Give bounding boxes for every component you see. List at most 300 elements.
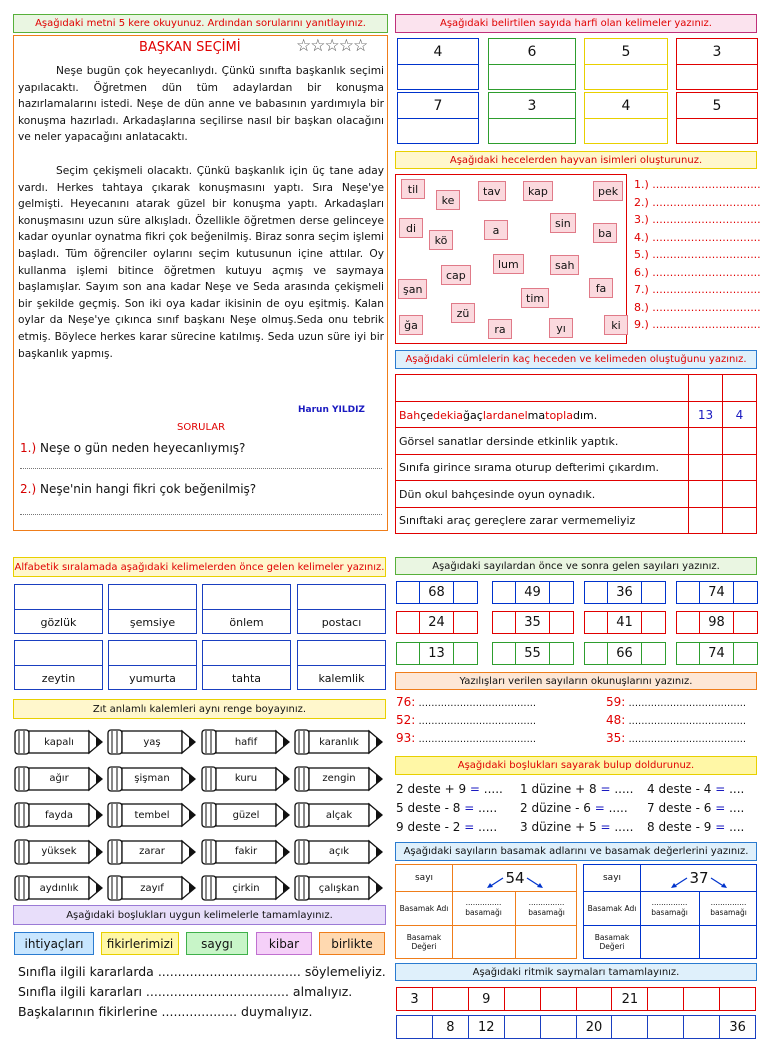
digit-label: basamağı <box>710 908 747 917</box>
letter-count-box <box>676 92 758 144</box>
letter-count-box <box>584 92 668 144</box>
label-digit-value: Basamak Değeri <box>406 932 442 951</box>
rhythm-cell: 20 <box>577 1016 613 1038</box>
alpha-box <box>297 640 386 690</box>
pencil[interactable] <box>14 802 103 828</box>
before-field[interactable] <box>677 643 700 664</box>
dots: ..................................... <box>625 734 747 745</box>
rhythm-cell[interactable] <box>505 1016 541 1038</box>
rhythm-cell: 3 <box>397 988 433 1010</box>
syllable-card[interactable]: lum <box>493 254 524 274</box>
word-answer-field[interactable] <box>398 119 478 144</box>
pencil[interactable] <box>294 839 383 865</box>
rhythm-cell[interactable] <box>505 988 541 1010</box>
before-field[interactable] <box>397 612 420 633</box>
equals-sign: = <box>600 820 611 834</box>
equation-blank: ..... <box>474 801 498 815</box>
sentence-text: Görsel sanatlar dersinde etkinlik yaptık. <box>399 435 619 449</box>
after-field[interactable] <box>550 612 573 633</box>
pencil-word: kuru <box>234 773 258 784</box>
alpha-answer-field[interactable] <box>298 641 385 666</box>
syllable-count-cell[interactable]: 13 <box>688 402 722 428</box>
number-label: 48: <box>606 713 626 727</box>
rhythm-cell[interactable] <box>684 1016 720 1038</box>
digit-value-field[interactable] <box>515 925 578 958</box>
counting-equation[interactable] <box>647 820 744 834</box>
neighbor-group <box>396 581 478 604</box>
letter-count-number: 7 <box>398 93 478 119</box>
word-bank-chip[interactable]: birlikte <box>319 932 385 955</box>
pencil[interactable] <box>294 875 383 901</box>
alpha-word: zeytin <box>41 671 76 685</box>
pencil-word: çirkin <box>232 882 260 894</box>
animal-answer-line[interactable]: 6.) ............................... <box>634 265 761 279</box>
syllable-card[interactable]: di <box>399 218 423 238</box>
neighbor-group <box>396 642 478 665</box>
fill-sentence[interactable]: Sınıfla ilgili kararları .................................... almalıyız. <box>18 984 353 999</box>
digit-value-field[interactable] <box>640 925 699 958</box>
neighbor-number: 49 <box>516 582 549 603</box>
label-digit-name: Basamak Adı <box>399 903 449 913</box>
pencil-word: şişman <box>134 773 170 784</box>
pencil[interactable] <box>201 729 290 755</box>
word-answer-field[interactable] <box>677 65 757 90</box>
pencil-word: güzel <box>232 809 260 821</box>
rhythm-cell[interactable] <box>541 988 577 1010</box>
letter-count-box <box>676 38 758 90</box>
after-field[interactable] <box>454 643 477 664</box>
pencil[interactable] <box>294 802 383 828</box>
animal-answer-line[interactable]: 7.) ............................... <box>634 283 761 296</box>
neighbor-group <box>676 642 758 665</box>
example-syllable: dan <box>497 408 518 422</box>
fill-sentence[interactable]: Başkalarının fikirlerine ................... duymalıyız. <box>18 1004 313 1019</box>
dots: ..................................... <box>625 698 747 709</box>
rhythm-cell[interactable] <box>612 1016 648 1038</box>
rhythm-cell[interactable] <box>397 1016 433 1038</box>
rating-stars[interactable]: ☆☆☆☆☆ <box>296 36 368 56</box>
pencil[interactable] <box>14 729 103 755</box>
digit-label: basamağı <box>651 908 688 917</box>
equation-blank: .... <box>725 801 745 815</box>
equals-sign: = <box>464 801 475 815</box>
word-bank-chip[interactable]: fikirlerimizi <box>101 932 179 955</box>
example-syllable: çe <box>420 408 434 422</box>
alpha-box <box>202 640 291 690</box>
rhythm-cell[interactable] <box>684 988 720 1010</box>
letter-count-number: 4 <box>398 39 478 65</box>
alpha-word: yumurta <box>129 671 176 685</box>
alpha-answer-field[interactable] <box>15 641 102 666</box>
word-answer-field[interactable] <box>489 119 575 144</box>
dots: ..................................... <box>415 716 537 727</box>
word-answer-field[interactable] <box>489 65 575 90</box>
counting-equation[interactable] <box>520 820 633 834</box>
answer-line-2[interactable] <box>20 514 382 515</box>
word-answer-field[interactable] <box>398 65 478 90</box>
sentences-header <box>396 375 756 402</box>
rhythm-cell: 8 <box>433 1016 469 1038</box>
rhythm-cell[interactable] <box>648 1016 684 1038</box>
before-field[interactable] <box>677 582 700 603</box>
equation-blank: ..... <box>474 820 498 834</box>
digit-value-field[interactable] <box>452 925 515 958</box>
alpha-word: tahta <box>231 671 262 685</box>
syllable-card[interactable]: şan <box>398 279 427 299</box>
syllable-card[interactable]: ki <box>604 315 628 335</box>
neighbors-instruction: Aşağıdaki sayılardan önce ve sonra gelen sayıları yazınız. <box>395 557 757 575</box>
digit-name-field[interactable] <box>452 891 515 925</box>
dots: ............... <box>710 898 747 907</box>
reading-panel <box>13 35 388 531</box>
place-value-number: 54 <box>505 869 525 887</box>
word-count-cell[interactable] <box>722 508 756 534</box>
syllable-card[interactable]: fa <box>589 278 613 298</box>
pencil[interactable] <box>107 802 196 828</box>
pencil[interactable] <box>107 875 196 901</box>
number-label: 35: <box>606 731 626 745</box>
letter-count-number: 6 <box>489 39 575 65</box>
example-syllable: dım. <box>572 408 598 422</box>
equals-sign: = <box>715 782 726 796</box>
answer-line-1[interactable] <box>20 468 382 469</box>
after-field[interactable] <box>734 643 757 664</box>
equals-sign: = <box>464 820 475 834</box>
rhythm-cell: 36 <box>729 1019 746 1035</box>
syllable-card[interactable]: yı <box>549 318 573 338</box>
digit-label: basamağı <box>465 908 502 917</box>
syllable-count-cell[interactable] <box>688 428 722 454</box>
counting-equation[interactable] <box>520 782 633 796</box>
neighbor-group <box>584 611 666 634</box>
place-value-table <box>583 864 757 959</box>
alpha-answer-field[interactable] <box>298 585 385 610</box>
word-count-cell[interactable] <box>722 481 756 507</box>
dots: ............... <box>465 898 502 907</box>
rhythm-instruction: Aşağıdaki ritmik saymaları tamamlayınız. <box>395 963 757 981</box>
label-number: sayı <box>414 873 434 883</box>
syllable-card[interactable]: tim <box>521 288 549 308</box>
example-syllable: ma <box>527 408 546 422</box>
counting-equation[interactable] <box>647 782 744 796</box>
rhythm-cell[interactable] <box>433 988 469 1010</box>
after-field[interactable] <box>642 643 665 664</box>
letter-count-box <box>584 38 668 90</box>
word-bank-chip[interactable]: kibar <box>256 932 312 955</box>
pencil[interactable] <box>294 729 383 755</box>
after-field[interactable] <box>550 582 573 603</box>
pencil[interactable] <box>14 766 103 792</box>
sentence-text: Sınıfa girince sırama oturup defterimi çıkardım. <box>399 461 660 475</box>
neighbor-number: 41 <box>608 612 641 633</box>
sentence-row <box>396 455 756 481</box>
example-syllable: top <box>545 408 564 422</box>
number-reading-line[interactable] <box>606 695 746 709</box>
before-field[interactable] <box>493 643 516 664</box>
equation-left: 9 deste - 2 <box>396 820 465 834</box>
syllable-card[interactable]: cap <box>441 265 471 285</box>
pencil[interactable] <box>201 766 290 792</box>
alpha-box <box>297 584 386 634</box>
question-1: 1.) Neşe o gün neden heyecanlıymış? <box>20 441 246 455</box>
pencil-word: yaş <box>143 736 161 748</box>
number-label: 76: <box>396 695 416 709</box>
alpha-answer-field[interactable] <box>109 641 196 666</box>
dots: ..................................... <box>415 734 537 745</box>
sentence-text: Sınıftaki araç gereçlere zarar vermemeliyiz <box>399 514 636 528</box>
syllable-card[interactable]: ke <box>436 190 460 210</box>
after-field[interactable] <box>454 612 477 633</box>
after-field[interactable] <box>550 643 573 664</box>
counting-instruction: Aşağıdaki boşlukları sayarak bulup doldurunuz. <box>395 756 757 775</box>
dots: ..................................... <box>415 698 537 709</box>
letter-count-box <box>488 38 576 90</box>
syllable-card[interactable]: kö <box>429 230 453 250</box>
neighbor-group <box>584 581 666 604</box>
neighbor-number: 36 <box>608 582 641 603</box>
dots: ............... <box>651 898 688 907</box>
before-field[interactable] <box>397 582 420 603</box>
equation-left: 7 deste - 6 <box>647 801 716 815</box>
counting-equation[interactable] <box>647 801 744 815</box>
pencil[interactable] <box>294 766 383 792</box>
animal-answer-line[interactable]: 1.) ............................... <box>634 178 761 191</box>
equation-blank: ..... <box>604 801 628 815</box>
counting-equation[interactable] <box>396 782 503 796</box>
neighbor-number: 68 <box>420 582 453 603</box>
syllable-count-cell[interactable] <box>688 481 722 507</box>
place-value-instruction: Aşağıdaki sayıların basamak adlarını ve basamak değerlerini yazınız. <box>395 842 757 861</box>
pencil[interactable] <box>201 875 290 901</box>
place-value-table <box>395 864 577 959</box>
syllable-card[interactable]: ba <box>593 223 617 243</box>
syllable-card[interactable]: a <box>484 220 508 240</box>
equation-left: 4 deste - 4 <box>647 782 716 796</box>
syllable-card[interactable]: til <box>401 179 425 199</box>
before-field[interactable] <box>585 582 608 603</box>
story-paragraph-1: Neşe bugün çok heyecanlıydı. Çünkü sınıfta başkanlık seçimi yapılacaktı. Öğretmen dün tüm adaylardan bir konuşma hazırlamalarını istedi. Neşe de dün anne ve babasının yardımıyla bir konuşma hazırladı. Arkadaşlarına seçilirse nasıl bir başkan olacağını ve neler yapacağını anlatacaktı. <box>18 65 384 144</box>
equation-left: 8 deste - 9 <box>647 820 716 834</box>
alpha-answer-field[interactable] <box>15 585 102 610</box>
alpha-word: şemsiye <box>129 615 176 629</box>
neighbor-number: 24 <box>420 612 453 633</box>
letter-count-number: 3 <box>489 93 575 119</box>
number-reading-line[interactable] <box>606 713 746 727</box>
neighbor-number: 55 <box>516 643 549 664</box>
neighbor-group <box>492 611 574 634</box>
word-count-cell[interactable]: 4 <box>722 402 756 428</box>
neighbor-number: 66 <box>608 643 641 664</box>
before-field[interactable] <box>397 643 420 664</box>
before-field[interactable] <box>585 643 608 664</box>
example-syllable: la <box>563 408 573 422</box>
questions-title: SORULAR <box>177 422 226 433</box>
animal-answer-line[interactable]: 8.) ............................... <box>634 300 761 314</box>
equals-sign: = <box>600 782 611 796</box>
pencil-word: zarar <box>139 846 165 857</box>
split-arrows <box>640 865 758 891</box>
word-count-cell[interactable] <box>722 455 756 481</box>
syllable-count-cell[interactable] <box>688 508 722 534</box>
rhythm-cell: 12 <box>469 1016 505 1038</box>
dots: ............... <box>528 898 565 907</box>
letter-count-box <box>397 38 479 90</box>
counting-equation[interactable] <box>396 801 497 815</box>
digit-name-field[interactable] <box>515 891 578 925</box>
syllable-card[interactable]: ğa <box>399 315 423 335</box>
pencil[interactable] <box>107 766 196 792</box>
equation-blank: ..... <box>610 820 634 834</box>
after-field[interactable] <box>642 612 665 633</box>
fill-sentence[interactable]: Sınıfla ilgili kararlarda .................................... söylemeliyiz. <box>18 964 386 979</box>
word-bank-chip[interactable]: saygı <box>186 932 248 955</box>
col-sentence <box>396 375 688 402</box>
neighbor-number: 74 <box>700 643 733 664</box>
digit-name-field[interactable] <box>699 891 758 925</box>
place-value-number: 37 <box>689 869 709 887</box>
pencil-word: aydınlık <box>39 882 79 894</box>
number-label: 59: <box>606 695 626 709</box>
dots: ..................................... <box>625 716 747 727</box>
pencil[interactable] <box>14 875 103 901</box>
number-reading-line[interactable] <box>396 731 536 745</box>
letter-count-number: 4 <box>585 93 667 119</box>
syllable-card[interactable]: sin <box>550 213 576 233</box>
sentence-text <box>399 402 597 428</box>
rhythm-cell[interactable] <box>720 988 755 1010</box>
animal-answer-line[interactable]: 4.) ............................... <box>634 230 761 244</box>
example-syllable: lar <box>482 408 498 422</box>
equals-sign: = <box>715 801 726 815</box>
after-field[interactable] <box>454 582 477 603</box>
example-syllable: de <box>433 408 447 422</box>
digit-name-field[interactable] <box>640 891 699 925</box>
after-field[interactable] <box>642 582 665 603</box>
pencil-word: çalışkan <box>318 882 360 894</box>
before-field[interactable] <box>493 582 516 603</box>
label-number: sayı <box>602 873 622 883</box>
syllable-card[interactable]: ra <box>488 319 512 339</box>
after-field[interactable] <box>734 612 757 633</box>
equation-blank: .... <box>725 782 745 796</box>
alpha-box <box>108 584 197 634</box>
example-syllable: ğaç <box>463 408 483 422</box>
pencil-word: alçak <box>325 809 353 821</box>
sentence-row <box>396 402 756 428</box>
pencil-word: karanlık <box>319 736 359 748</box>
sentences-instruction: Aşağıdaki cümlelerin kaç heceden ve kelimeden oluştuğunu yazınız. <box>395 350 757 369</box>
neighbor-number: 13 <box>420 643 453 664</box>
syllables-panel <box>395 174 627 344</box>
syllable-card[interactable]: kap <box>523 181 553 201</box>
word-answer-field[interactable] <box>585 119 667 144</box>
story-title: BAŞKAN SEÇİMİ <box>139 40 241 55</box>
neighbor-group <box>492 581 574 604</box>
col-syllable <box>688 375 722 402</box>
pencil-word: fakir <box>234 846 258 857</box>
pencil[interactable] <box>107 729 196 755</box>
animal-answer-line[interactable]: 9.) ............................... <box>634 318 761 331</box>
before-field[interactable] <box>585 612 608 633</box>
split-arrows <box>452 865 578 891</box>
after-field[interactable] <box>734 582 757 603</box>
digit-value-field[interactable] <box>699 925 758 958</box>
equation-left: 1 düzine + 8 <box>520 782 601 796</box>
animal-answer-lines <box>634 178 762 336</box>
number-reading-line[interactable] <box>606 731 746 745</box>
alpha-box <box>14 584 103 634</box>
reading-instruction: Aşağıdaki metni 5 kere okuyunuz. Ardından sorularını yanıtlayınız. <box>13 14 388 33</box>
pencil-word: hafif <box>234 736 258 748</box>
equation-blank: ..... <box>479 782 503 796</box>
alpha-answer-field[interactable] <box>203 585 290 610</box>
equation-left: 5 deste - 8 <box>396 801 465 815</box>
pencil[interactable] <box>201 839 290 865</box>
rhythm-cell[interactable] <box>648 988 684 1010</box>
alpha-box <box>14 640 103 690</box>
pencil[interactable] <box>14 839 103 865</box>
pencil[interactable] <box>107 839 196 865</box>
animal-answer-line[interactable]: 2.) ............................... <box>634 195 761 209</box>
number-reading-line[interactable] <box>396 695 536 709</box>
example-syllable: ki <box>446 408 457 422</box>
syllable-card[interactable]: pek <box>593 181 623 201</box>
alpha-word: önlem <box>229 615 264 629</box>
word-count-cell[interactable] <box>722 428 756 454</box>
equation-left: 2 deste + 9 <box>396 782 470 796</box>
neighbor-group <box>676 581 758 604</box>
counting-equation[interactable] <box>520 801 628 815</box>
example-syllable: Bah <box>399 408 421 422</box>
counting-equation[interactable] <box>396 820 497 834</box>
letter-count-number: 5 <box>677 93 757 119</box>
reading-numbers-instruction: Yazılışları verilen sayıların okunuşlarını yazınız. <box>395 672 757 690</box>
letter-count-number: 5 <box>585 39 667 65</box>
neighbor-group <box>676 611 758 634</box>
animal-answer-line[interactable]: 5.) ............................... <box>634 248 761 261</box>
word-bank-chip[interactable]: ihtiyaçları <box>14 932 94 955</box>
syllable-count-cell[interactable] <box>688 455 722 481</box>
sentences-table <box>395 374 757 534</box>
letter-count-box <box>488 92 576 144</box>
syllable-card[interactable]: tav <box>478 181 506 201</box>
rhythm-cell: 9 <box>469 988 505 1010</box>
syllable-card[interactable]: zü <box>451 303 475 323</box>
alpha-box <box>108 640 197 690</box>
alpha-word: postacı <box>321 615 362 629</box>
before-field[interactable] <box>677 612 700 633</box>
number-reading-line[interactable] <box>396 713 536 727</box>
pencil[interactable] <box>201 802 290 828</box>
word-answer-field[interactable] <box>585 65 667 90</box>
alpha-box <box>202 584 291 634</box>
rhythm-row <box>396 987 756 1011</box>
before-field[interactable] <box>493 612 516 633</box>
syllable-card[interactable]: sah <box>550 255 579 275</box>
alpha-answer-field[interactable] <box>203 641 290 666</box>
label-digit-value: Basamak Değeri <box>594 932 630 951</box>
rhythm-cell[interactable] <box>541 1016 577 1038</box>
sentence-text: Dün okul bahçesinde oyun oynadık. <box>399 487 596 501</box>
rhythm-cell[interactable] <box>577 988 613 1010</box>
alpha-answer-field[interactable] <box>109 585 196 610</box>
letter-count-number: 3 <box>677 39 757 65</box>
word-answer-field[interactable] <box>677 119 757 144</box>
number-label: 93: <box>396 731 416 745</box>
animal-answer-line[interactable]: 3.) ............................... <box>634 213 761 226</box>
neighbor-number: 35 <box>516 612 549 633</box>
syllables-instruction: Aşağıdaki hecelerden hayvan isimleri oluşturunuz. <box>395 151 757 169</box>
